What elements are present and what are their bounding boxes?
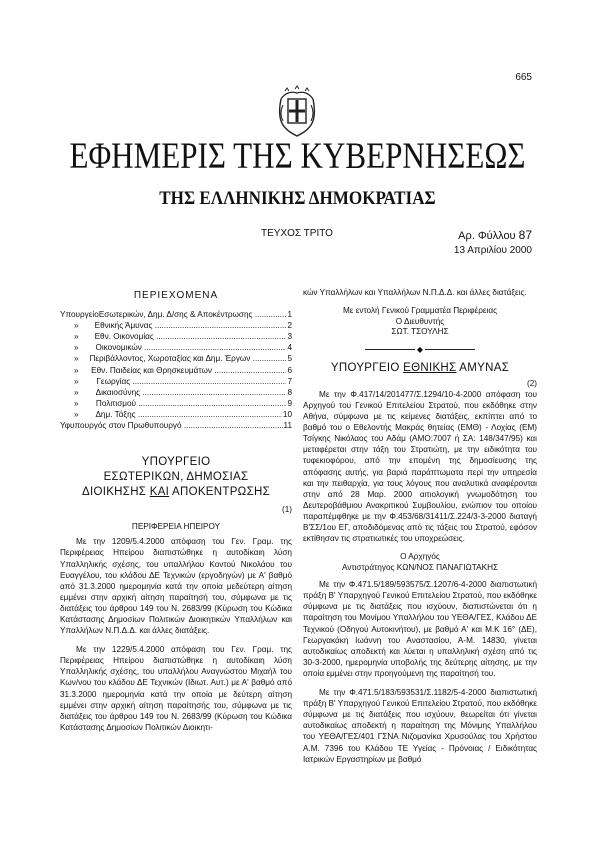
decision-paragraph: Με την 1209/5.4.2000 απόφαση του Γεν. Γραμ. της Περιφέρειας Ηπείρου διαπιστώθηκε η αυτοδίκαιη λύση Υπαλληλικής σχέσης, του υπαλλήλου Κοντού Νικολάου του Ευαγγέλου, του κλάδου ΔΕ Τεχνικών (εργοδηγών) με Α' βαθμό από 31.3.2000 ημερομηνία κατά την οποία μεδεύτερη αίτηση εμμένει στην αρχική αίτηση παραίτησή του, σύμφωνα με τις διατάξεις του άρθρου 149 του Ν. 2683/99 (Κύρωση του Κώδικα Κατάστασης Δημοσίων Πολιτικών Διοικητικών Υπαλλήλων και Υπαλλήλων Ν.Π.Δ.Δ. και άλλες διατάξεις. <box>60 537 292 636</box>
ministry-heading-line: ΕΣΩΤΕΡΙΚΩΝ, ΔΗΜΟΣΙΑΣ <box>103 471 249 484</box>
decision-paragraph: Με την 1229/5.4.2000 απόφαση του Γεν. Γραμ. της Περιφέρειας Ηπείρου διαπιστώθηκε η αυτοδίκαιη λύση Υπαλληλικής σχέσης, του υπαλλήλου Αναγνώστου Μιχαήλ του Κων/νου του κλάδου ΔΕ Τεχνικών (Ιδιωτ. Αυτ.) με Α' βαθμό από 31.3.2000 ημερομηνία κατά την οποία με δεύτερη αίτηση εμμένει στην αρχική αίτηση παραίτησής του, σύμφωνα με τις διατάξεις του άρθρου 149 του Ν. 2683/99 (Κύρωση του Κώδικα Κατάστασης Δημοσίων Πολιτικών Διοικητι- <box>60 645 292 732</box>
contents-row-label: Εθν. Παιδείας και Θρησκευμάτων ..... <box>91 365 286 376</box>
contents-row-label: Εσωτερικών, Δημ. Δ/σης & Αποκέντρωσης ..... <box>99 309 287 320</box>
paragraph-continuation: κών Υπαλλήλων και Υπαλλήλων Ν.Π.Δ.Δ. και άλλες διατάξεις. <box>303 288 527 297</box>
signature-block <box>303 552 537 573</box>
sheet-number: 87 <box>518 228 532 242</box>
contents-row-page: 3 <box>287 332 292 342</box>
signature-block <box>303 306 537 338</box>
decision-paragraph: Με την Φ.471.5/189/593575/Σ.1207/6-4-2000 διαπιστωτική πράξη Β' Υπαρχηγού Γενικού Επιτελείου Στρατού, που εκδόθηκε σύμφωνα με τις διατάξεις που ισχύουν, διαπιστώνεται ότι η παραίτηση του Μονίμου Υπαλλήλου του ΥΕΘΑ/ΓΕΣ, Κλάδου ΔΕ Τεχνικού (Οδηγού Αυτοκινήτου), με βαθμό Α' και Μ.Κ 16° (ΔΕ), Γεωργακάκη Ιωάννη του Αναστασίου, Α-Μ. 14830, γίνεται αυτοδικαίως αποδεκτή και λύεται η υπαλληλική σχέση από τις 30-3-2000, ημερομηνία υποβολής της δεύτερης αίτησης, με την οποία εμμένει στην προηγούμενη της παραίτησή του. <box>303 580 537 678</box>
contents-row <box>60 398 292 409</box>
contents-row-prefix: » <box>74 332 79 342</box>
contents-row-label: Υφυπουργός στον Πρωθυπουργό ..... <box>60 420 283 431</box>
contents-row-prefix: » <box>74 387 79 397</box>
issue-series: ΤΕΥΧΟΣ ΤΡΙΤΟ <box>261 228 333 239</box>
decision-paragraph: Με την Φ.417/14/201477/Σ.1294/10-4-2000 απόφαση του Αρχηγού του Γενικού Επιτελείου Στρατού, που εκδόθηκε στην Αθήνα, σύμφωνα με τις κείμενες διατάξεις, εκπίπτει από το βαθμό του ο Εθελοντής Μακράς θητείας (ΕΜΘ) - Λοχίας (ΕΜ) Τσίγκης Νικόλαος του Αδάμ (ΑΜΟ:7007 ή ΣΑ: 148/347/95) και μεταφέρεται στην τάξη του Στρατιώτη, με την ειδικότητα του τυφεκιοφόρου, από την επομένη της δημοσίευσης της απόφασης αυτής, για βαριά παράπτωματα περί την υπηρεσία και την πειθαρχία, για τους λόγους που αναλυτικά αναφέρονται στην από 28 Μαρ. 2000 αιτιολογική γνωμοδότηση του Δευτεροβάθμιου Ανακριτικού Συμβουλίου, ενώπιον του οποίου παραπέμφθηκε με την Φ.453/68/31411/Σ.224/3-3-2000 διαταγή Β'ΣΣ/1ου ΕΓ, αποδιδόμενας από τις τάξεις του Στρατού, εφόσον εκτίθησαν τις στρατιωτικές του υποχρεώσεις. <box>303 389 537 544</box>
contents-row-label: Δημ. Τάξης ..... <box>95 409 281 420</box>
signature-line: Ο Διευθυντής <box>395 316 445 326</box>
sheet-label: Αρ. Φύλλου <box>458 230 516 242</box>
contents-row-page: 1 <box>287 310 292 320</box>
decision-paragraph: Με την Φ.471.5/183/593531/Σ.1182/5-4-2000 διαπιστωτική πράξη Β' Υπαρχηγού Γενικού Επιτελείου Στρατού, που εκδόθηκε σύμφωνα με τις διατάξεις που ισχύουν, θεωρείται ότι γίνεται αυτοδικαίως αποδεκτή η παραίτηση της Μόνιμης Υπαλλήλου του ΥΕΘΑ/ΓΕΣ/401 ΓΣΝΑ Νιζομανίκα Χρυσούλας του Χρήστου Α.Μ. 7396 του Κλάδου ΤΕ Υγείας - Πρόνοιας / Ειδικότητας Ιατρικών Εργαστηρίων με βαθμό <box>303 688 537 764</box>
contents-row-label: Γεωργίας ..... <box>96 376 286 387</box>
contents-row-page: 7 <box>287 376 292 386</box>
issue-date: 13 Απριλίου 2000 <box>453 245 532 256</box>
sheet-number-line <box>458 228 532 242</box>
contents-row-page: 10 <box>282 409 292 419</box>
section-number: (1) <box>281 505 292 515</box>
contents-row-prefix: » <box>74 343 79 353</box>
contents-title: ΠΕΡΙΕΧΟΜΕΝΑ <box>133 290 219 301</box>
signature-line: Με εντολή Γενικού Γραμματέα Περιφέρειας <box>342 306 498 316</box>
contents-list <box>60 309 292 431</box>
signature-line: Ο Αρχηγός <box>400 552 440 562</box>
contents-row-label: Οικονομικών ..... <box>95 342 286 353</box>
contents-row-prefix: » <box>74 409 79 419</box>
contents-row <box>60 342 292 353</box>
contents-row-prefix: Υπουργείο <box>60 310 99 320</box>
contents-row <box>60 387 292 398</box>
ministry-interior-heading <box>60 455 292 500</box>
contents-row-prefix: » <box>74 365 79 375</box>
contents-row <box>60 376 292 387</box>
ministry-heading-line: ΔΙΟΙΚΗΣΗΣ ΚΑΙ ΑΠΟΚΕΝΤΡΩΣΗΣ <box>82 486 270 499</box>
contents-row <box>60 309 292 320</box>
contents-row-page: 11 <box>283 421 292 431</box>
contents-row-page: 8 <box>287 387 292 397</box>
contents-row-page: 2 <box>287 321 292 331</box>
contents-row-page: 5 <box>287 354 292 364</box>
contents-row-label: Περιβάλλοντος, Χωροταξίας και Δημ. Έργων ..... <box>89 353 286 364</box>
ministry-defence-heading: ΥΠΟΥΡΓΕΙΟ ΕΘΝΙΚΗΣ ΑΜΥΝΑΣ <box>330 361 510 374</box>
ministry-heading-line: ΥΠΟΥΡΓΕΙΟ <box>141 456 211 469</box>
region-heading: ΠΕΡΙΦΕΡΕΙΑ ΗΠΕΙΡΟΥ <box>131 522 221 532</box>
page-number: 665 <box>515 72 532 83</box>
gazette-masthead: ΕΦΗΜΕΡΙΣ ΤΗΣ ΚΥΒΕΡΝΗΣΕΩΣ <box>69 136 526 177</box>
contents-row-prefix: » <box>74 321 79 331</box>
contents-row <box>60 409 292 420</box>
section-number: (2) <box>526 378 537 388</box>
contents-row-prefix: » <box>74 354 79 364</box>
contents-row-label: Εθνικής Άμυνας ..... <box>95 320 287 331</box>
contents-row-page: 4 <box>287 343 292 353</box>
contents-row <box>60 331 292 342</box>
contents-row <box>60 353 292 364</box>
contents-row-page: 9 <box>287 398 292 408</box>
left-column <box>60 290 292 741</box>
section-divider: ◆ <box>303 344 537 355</box>
contents-row-label: Πολιτισμού ..... <box>96 398 287 409</box>
contents-row-prefix: » <box>74 398 79 408</box>
greek-coat-of-arms-icon <box>275 85 319 137</box>
republic-subtitle: ΤΗΣ ΕΛΛΗΝΙΚΗΣ ΔΗΜΟΚΡΑΤΙΑΣ <box>159 188 436 209</box>
right-column <box>303 287 537 773</box>
signature-name: ΣΩΤ. ΤΣΟΥΛΗΣ <box>391 327 449 337</box>
contents-row <box>60 365 292 376</box>
signature-name: Αντιστράτηγος ΚΩΝ/ΝΟΣ ΠΑΝΑΓΙΩΤΑΚΗΣ <box>341 562 499 572</box>
contents-row-label: Εθν. Οικονομίας ..... <box>95 331 287 342</box>
contents-row <box>60 320 292 331</box>
contents-row-page: 6 <box>287 365 292 375</box>
contents-row <box>60 420 292 431</box>
contents-row-prefix: » <box>74 376 79 386</box>
contents-row-label: Δικαιοσύνης ..... <box>96 387 287 398</box>
